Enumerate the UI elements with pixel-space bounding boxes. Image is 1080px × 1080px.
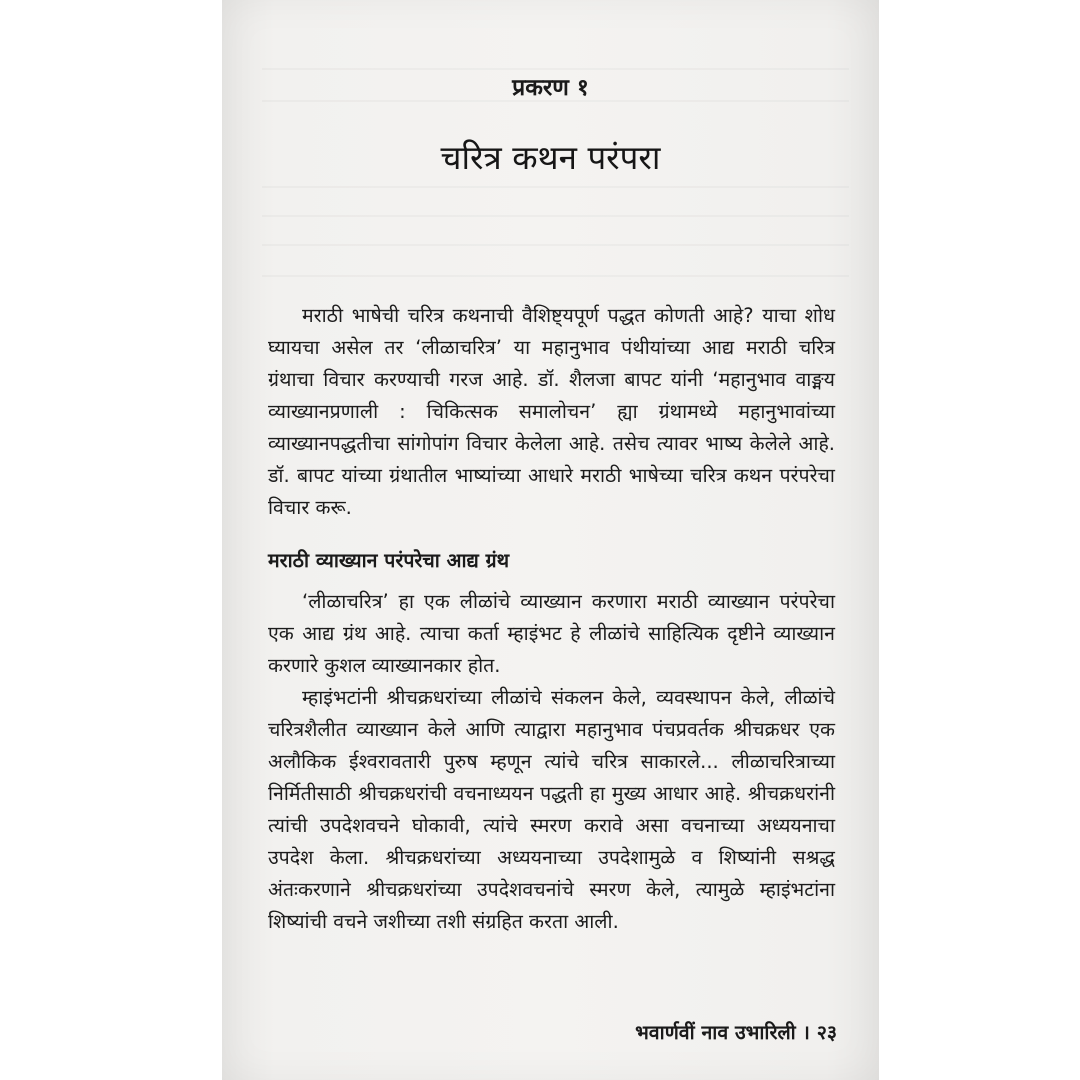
bleed-through-line	[262, 244, 849, 246]
section-heading: मराठी व्याख्यान परंपरेचा आद्य ग्रंथ	[268, 549, 510, 572]
running-footer	[635, 1018, 837, 1045]
chapter-title: चरित्र कथन परंपरा	[440, 138, 661, 177]
page-number: २३	[816, 1021, 837, 1044]
section-paragraph-block	[268, 586, 835, 938]
bleed-through-line	[262, 215, 849, 217]
book-page	[222, 0, 879, 1080]
body-paragraph-3: म्हाइंभटांनी श्रीचक्रधरांच्या लीळांचे संकलन केले, व्यवस्थापन केले, लीळांचे चरित्रशैलीत व्याख्यान केले आणि त्याद्वारा महानुभाव पंचप्रवर्तक श्रीचक्रधर एक अलौकिक ईश्वरावतारी पुरुष म्हणून त्यांचे चरित्र साकारले... लीळाचरित्राच्या निर्मितीसाठी श्रीचक्रधरांची वचनाध्ययन पद्धती हा मुख्य आधार आहे. श्रीचक्रधरांनी त्यांची उपदेशवचने घोकावी, त्यांचे स्मरण करावे असा वचनाच्या अध्ययनाचा उपदेश केला. श्रीचक्रधरांच्या अध्ययनाच्या उपदेशामुळे व शिष्यांनी सश्रद्ध अंतःकरणाने श्रीचक्रधरांच्या उपदेशवचनांचे स्मरण केले, त्यामुळे म्हाइंभटांना शिष्यांची वचने जशीच्या तशी संग्रहित करता आली.	[268, 686, 835, 933]
intro-paragraph-block	[268, 300, 835, 524]
bleed-through-line	[262, 275, 849, 277]
body-paragraph-2: ‘लीळाचरित्र’ हा एक लीळांचे व्याख्यान करणारा मराठी व्याख्यान परंपरेचा एक आद्य ग्रंथ आहे. त्याचा कर्ता म्हाइंभट हे लीळांचे साहित्यिक दृष्टीने व्याख्यान करणारे कुशल व्याख्यानकार होत.	[268, 590, 835, 677]
footer-separator: ।	[802, 1021, 810, 1044]
bleed-through-line	[262, 186, 849, 188]
chapter-number: प्रकरण १	[512, 75, 589, 101]
body-paragraph-1: मराठी भाषेची चरित्र कथनाची वैशिष्ट्यपूर्ण पद्धत कोणती आहे? याचा शोध घ्यायचा असेल तर ‘लीळाचरित्र’ या महानुभाव पंथीयांच्या आद्य मराठी चरित्र ग्रंथाचा विचार करण्याची गरज आहे. डॉ. शैलजा बापट यांनी ‘महानुभाव वाङ्मय व्याख्यानप्रणाली : चिकित्सक समालोचन’ ह्या ग्रंथामध्ये महानुभावांच्या व्याख्यानपद्धतीचा सांगोपांग विचार केलेला आहे. तसेच त्यावर भाष्य केलेले आहे. डॉ. बापट यांच्या ग्रंथातील भाष्यांच्या आधारे मराठी भाषेच्या चरित्र कथन परंपरेचा विचार करू.	[268, 304, 835, 519]
footer-book-title: भवार्णवीं नाव उभारिली	[635, 1021, 796, 1044]
